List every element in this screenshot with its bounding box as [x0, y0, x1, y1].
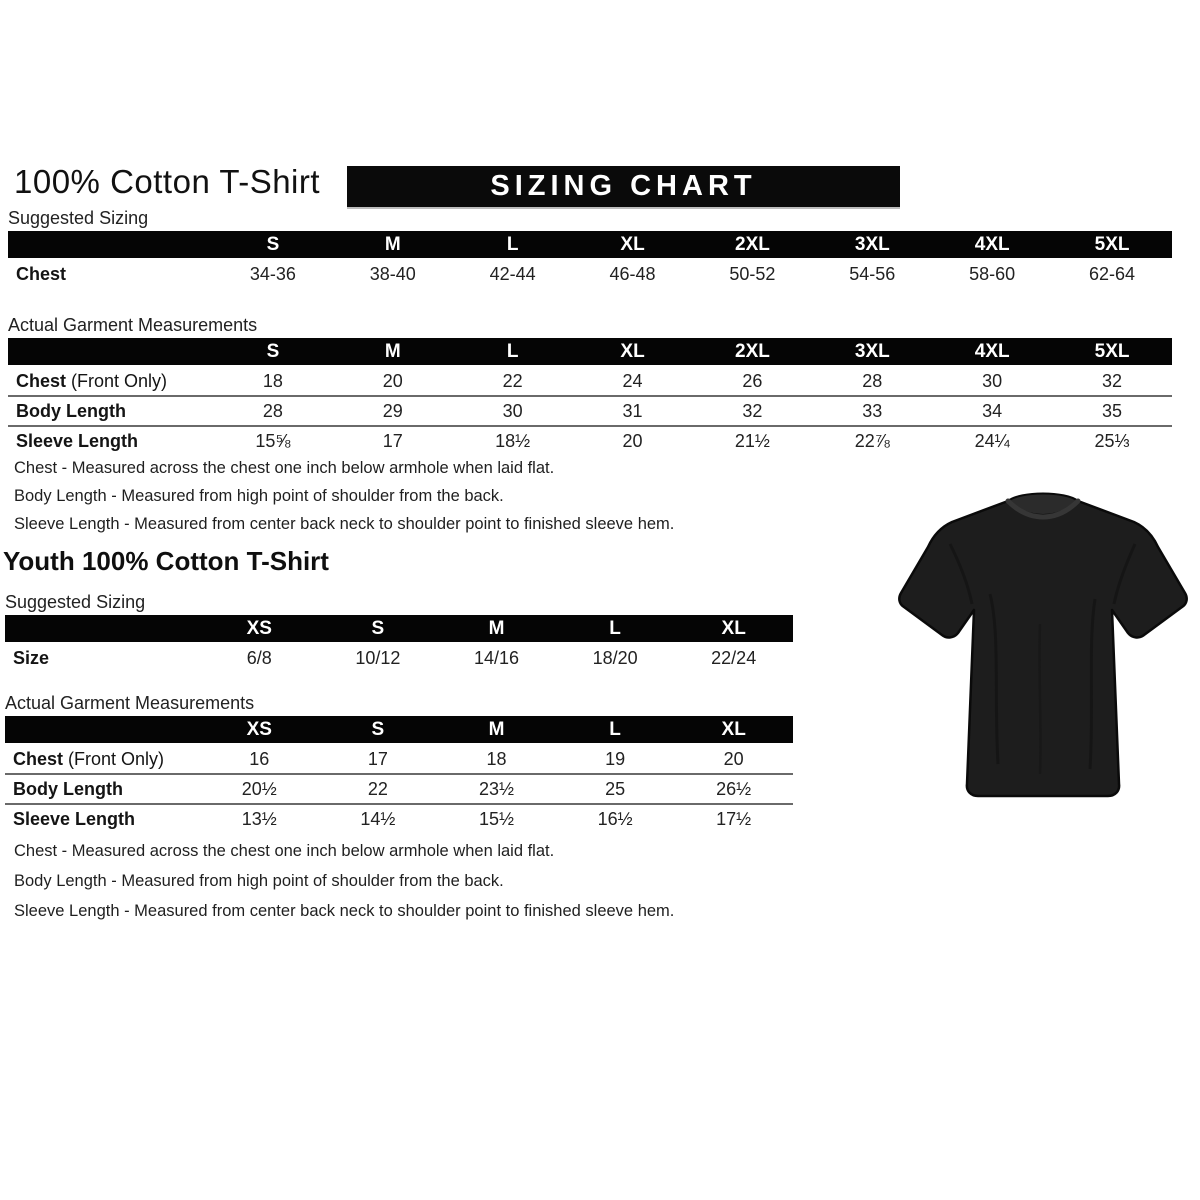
table-cell: 22⅞ — [854, 430, 890, 451]
table-cell: 17½ — [716, 808, 752, 829]
table-header-row — [5, 615, 793, 642]
table-cell: 29 — [382, 400, 403, 421]
table-cell: 46-48 — [609, 264, 656, 284]
table-cell: 24 — [622, 370, 643, 391]
youth-actual-measurements-table — [5, 716, 793, 833]
col-header: M — [384, 340, 401, 362]
col-header: S — [266, 340, 280, 362]
col-header: 4XL — [974, 233, 1010, 255]
col-header: M — [488, 718, 505, 740]
col-header: 5XL — [1094, 233, 1130, 255]
table-cell: 25 — [605, 778, 626, 799]
col-header: M — [488, 617, 505, 639]
col-header: 5XL — [1094, 340, 1130, 362]
row-label: Chest — [16, 370, 67, 391]
col-header: S — [266, 233, 280, 255]
sizing-chart-banner-text: SIZING CHART — [490, 170, 757, 202]
row-label: Chest — [13, 748, 64, 769]
table-cell: 16½ — [597, 808, 633, 829]
table-header-row — [8, 338, 1172, 365]
row-label: Body Length — [16, 400, 126, 421]
table-row — [5, 644, 793, 673]
col-header: L — [609, 617, 621, 639]
row-label-note: (Front Only) — [66, 370, 168, 391]
row-label: Sleeve Length — [16, 430, 139, 451]
col-header: XS — [246, 718, 272, 740]
table-cell: 24¼ — [974, 430, 1010, 451]
col-header: 3XL — [854, 233, 890, 255]
table-row — [5, 803, 793, 833]
row-label: Size — [13, 648, 50, 668]
table-cell: 62-64 — [1089, 264, 1136, 284]
table-cell: 42-44 — [489, 264, 536, 284]
table-cell: 30 — [502, 400, 523, 421]
table-cell: 15⅝ — [255, 430, 291, 451]
col-header: 2XL — [735, 233, 770, 255]
table-row — [5, 773, 793, 803]
col-header: L — [506, 340, 519, 362]
table-cell: 21½ — [734, 430, 770, 451]
youth-suggested-sizing-label: Suggested Sizing — [5, 592, 146, 612]
table-header-row — [8, 231, 1172, 258]
col-header: M — [384, 233, 401, 255]
table-row — [8, 395, 1172, 425]
table-cell: 10/12 — [355, 648, 401, 668]
adult-suggested-sizing-table — [8, 231, 1172, 289]
table-cell: 20½ — [241, 778, 277, 799]
table-cell: 38-40 — [369, 264, 416, 284]
col-header: XL — [721, 617, 746, 639]
table-cell: 28 — [862, 370, 883, 391]
youth-measurement-notes — [14, 842, 674, 932]
table-cell: 50-52 — [729, 264, 776, 284]
col-header: 2XL — [735, 340, 770, 362]
table-cell: 25⅓ — [1094, 430, 1130, 451]
col-header: 4XL — [974, 340, 1010, 362]
table-cell: 14½ — [360, 808, 396, 829]
col-header: XL — [620, 233, 645, 255]
note-sleeve-length: Sleeve Length - Measured from center back neck to shoulder point to finished sleeve hem. — [14, 902, 675, 920]
col-header: S — [371, 617, 385, 639]
table-cell: 18/20 — [592, 648, 638, 668]
table-cell: 18½ — [495, 430, 531, 451]
table-row — [8, 260, 1172, 289]
table-cell: 20 — [723, 748, 744, 769]
table-cell: 26 — [742, 370, 763, 391]
note-body-length: Body Length - Measured from high point of shoulder from the back. — [14, 487, 504, 505]
table-row — [8, 367, 1172, 395]
table-cell: 6/8 — [246, 648, 272, 668]
note-body-length: Body Length - Measured from high point of shoulder from the back. — [14, 872, 504, 890]
table-row — [5, 745, 793, 773]
table-cell: 18 — [486, 748, 507, 769]
table-cell: 15½ — [478, 808, 515, 829]
col-header: XL — [620, 340, 645, 362]
table-cell: 23½ — [478, 778, 515, 799]
table-cell: 22 — [502, 370, 523, 391]
col-header: XS — [246, 617, 272, 639]
black-tshirt-graphic — [890, 474, 1195, 819]
table-cell: 18 — [262, 370, 283, 391]
col-header: XL — [721, 718, 746, 740]
note-chest: Chest - Measured across the chest one inch below armhole when laid flat. — [14, 842, 555, 860]
table-header-row — [5, 716, 793, 743]
table-cell: 30 — [982, 370, 1003, 391]
row-label: Body Length — [13, 778, 123, 799]
table-cell: 58-60 — [969, 264, 1016, 284]
col-header: 3XL — [854, 340, 890, 362]
table-cell: 13½ — [241, 808, 277, 829]
adult-actual-measurements-label: Actual Garment Measurements — [8, 315, 258, 335]
note-sleeve-length: Sleeve Length - Measured from center back neck to shoulder point to finished sleeve hem. — [14, 515, 675, 533]
table-cell: 16 — [249, 748, 270, 769]
col-header: S — [371, 718, 385, 740]
note-chest: Chest - Measured across the chest one inch below armhole when laid flat. — [14, 459, 555, 477]
table-cell: 34 — [982, 400, 1003, 421]
youth-suggested-sizing-table — [5, 615, 793, 673]
table-cell: 33 — [862, 400, 883, 421]
table-cell: 17 — [367, 748, 388, 769]
table-cell: 35 — [1102, 400, 1123, 421]
youth-title: Youth 100% Cotton T-Shirt — [3, 546, 329, 576]
youth-actual-measurements-label: Actual Garment Measurements — [5, 693, 255, 713]
row-label: Chest — [16, 264, 67, 284]
adult-title: 100% Cotton T-Shirt — [14, 163, 321, 200]
sizing-chart-banner — [347, 166, 900, 207]
adult-measurement-notes — [14, 459, 674, 543]
table-cell: 20 — [622, 430, 643, 451]
table-cell: 17 — [382, 430, 403, 451]
table-cell: 20 — [382, 370, 403, 391]
table-cell: 28 — [262, 400, 283, 421]
table-cell: 22 — [367, 778, 388, 799]
table-cell: 32 — [1102, 370, 1123, 391]
tshirt-image — [890, 474, 1195, 819]
table-cell: 34-36 — [249, 264, 296, 284]
table-cell: 54-56 — [849, 264, 896, 284]
table-cell: 14/16 — [473, 648, 520, 668]
adult-actual-measurements-table — [8, 338, 1172, 455]
table-cell: 31 — [622, 400, 643, 421]
row-label: Sleeve Length — [13, 808, 136, 829]
col-header: L — [609, 718, 621, 740]
col-header: L — [506, 233, 519, 255]
table-cell: 26½ — [716, 778, 752, 799]
table-row — [8, 425, 1172, 455]
row-label-note: (Front Only) — [63, 748, 165, 769]
table-cell: 22/24 — [711, 648, 757, 668]
adult-suggested-sizing-label: Suggested Sizing — [8, 208, 149, 228]
table-cell: 32 — [742, 400, 763, 421]
table-cell: 19 — [605, 748, 626, 769]
